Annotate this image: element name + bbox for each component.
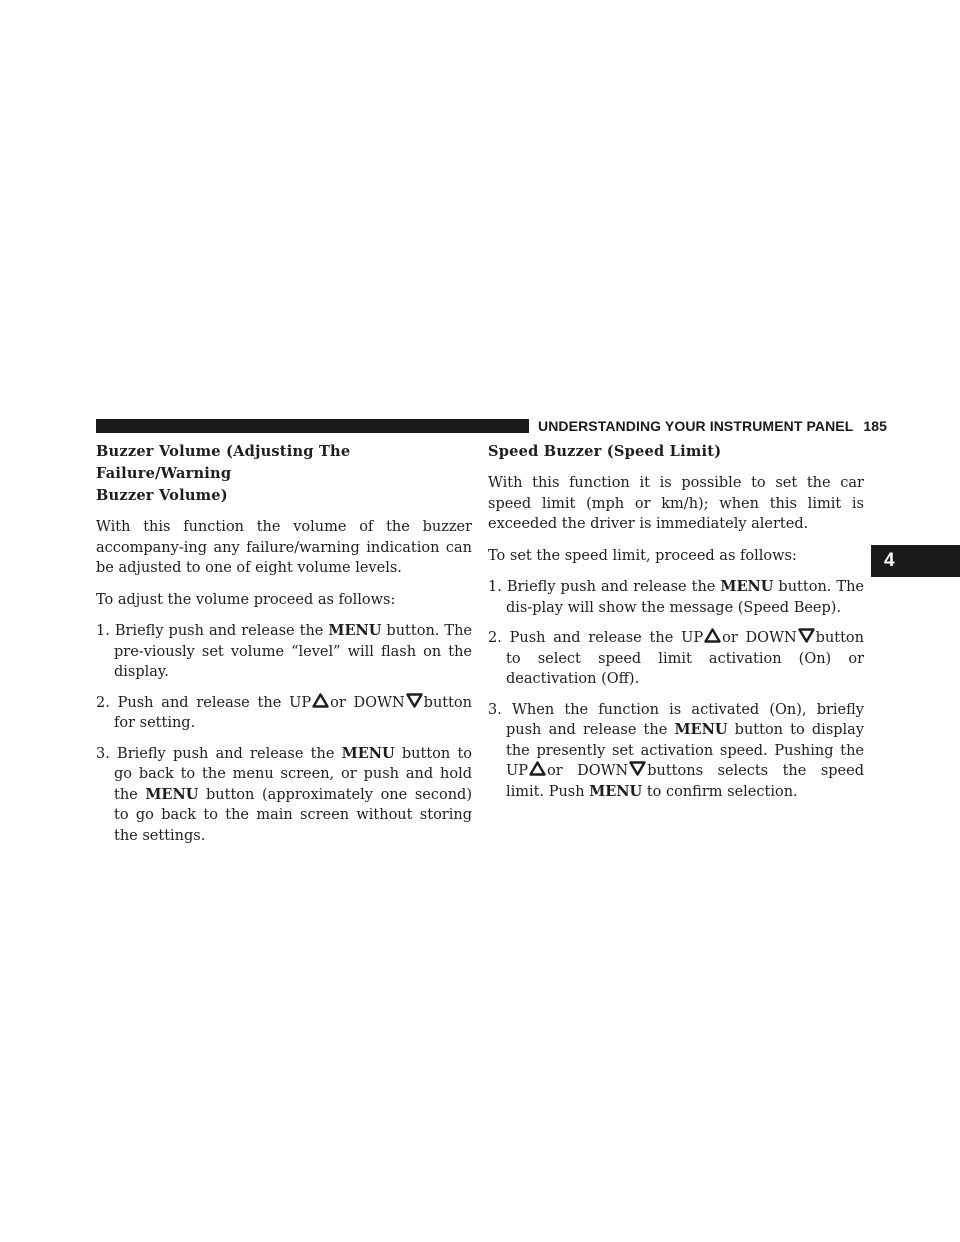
speed-buzzer-heading: Speed Buzzer (Speed Limit) bbox=[488, 443, 722, 460]
speed-step-1: 1. Briefly push and release the MENU button. The dis-play will show the message (Speed Beep). bbox=[488, 578, 864, 616]
running-header bbox=[538, 418, 888, 435]
down-arrow-icon bbox=[629, 761, 646, 776]
up-arrow-icon bbox=[529, 761, 546, 776]
buzzer-step-1: 1. Briefly push and release the MENU button. The pre-viously set volume “level” will flash on the display. bbox=[96, 622, 472, 680]
up-arrow-icon bbox=[704, 628, 721, 643]
down-arrow-icon bbox=[798, 628, 815, 643]
page-number: 185 bbox=[863, 418, 888, 434]
down-arrow-icon bbox=[406, 693, 423, 708]
speed-step-2: 2. Push and release the UP or DOWN button to select speed limit activation (On) or deactivation (Off). bbox=[488, 630, 864, 687]
section-title: UNDERSTANDING YOUR INSTRUMENT PANEL bbox=[538, 418, 854, 434]
speed-step-3: 3. When the function is activated (On), briefly push and release the MENU button to display the presently set activation speed. Pushing the UP or DOWN buttons selects the speed limit. Push MENU to confirm selection. bbox=[488, 701, 865, 800]
buzzer-step-2: 2. Push and release the UP or DOWN button for setting. bbox=[96, 694, 472, 731]
header-bar bbox=[96, 419, 529, 433]
left-column bbox=[96, 441, 472, 856]
up-arrow-icon bbox=[312, 693, 329, 708]
speed-buzzer-intro: With this function it is possible to set the car speed limit (mph or km/h); when this limit is exceeded the driver is immediately alerted. bbox=[488, 475, 864, 532]
buzzer-step-3: 3. Briefly push and release the MENU button to go back to the menu screen, or push and hold the MENU button (approximately one second) to go back to the main screen without storing the settings. bbox=[96, 744, 472, 844]
buzzer-volume-intro: With this function the volume of the buzzer accompany-ing any failure/warning indication can be adjusted to one of eight volume levels. bbox=[96, 519, 472, 576]
right-column bbox=[488, 441, 864, 812]
chapter-tab: 4 bbox=[871, 545, 960, 577]
speed-buzzer-lead: To set the speed limit, proceed as follows: bbox=[488, 547, 797, 564]
buzzer-volume-lead: To adjust the volume proceed as follows: bbox=[96, 591, 396, 608]
buzzer-volume-heading: Buzzer Volume (Adjusting The Failure/Warning Buzzer Volume) bbox=[96, 443, 351, 504]
